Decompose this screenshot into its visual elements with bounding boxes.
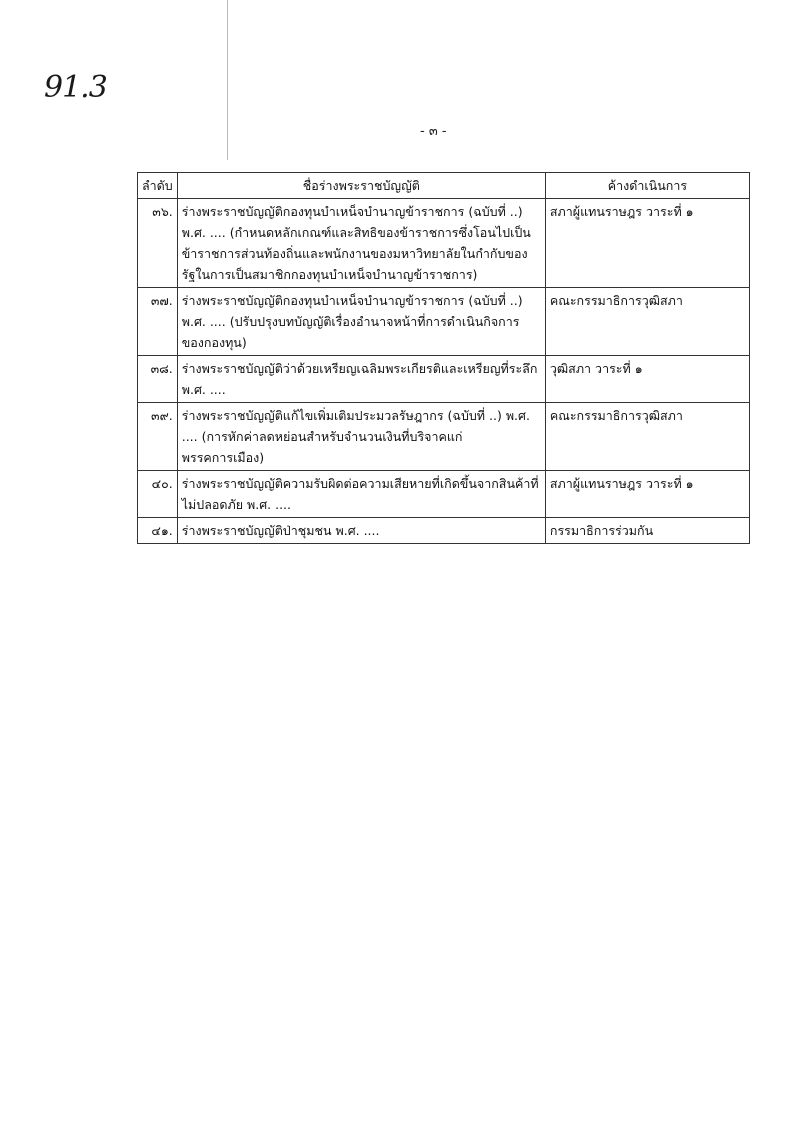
- table-row: [138, 288, 750, 356]
- bill-name: ร่างพระราชบัญญัติว่าด้วยเหรียญเฉลิมพระเกียรติและเหรียญที่ระลึก พ.ศ. ....: [177, 356, 545, 403]
- bill-status: กรรมาธิการร่วมกัน: [545, 518, 749, 544]
- scan-edge-line: [227, 0, 228, 160]
- column-header-number: ลำดับ: [138, 173, 178, 199]
- row-number: ๔๐.: [138, 471, 178, 518]
- table-row: [138, 356, 750, 403]
- bill-name: ร่างพระราชบัญญัติป่าชุมชน พ.ศ. ....: [177, 518, 545, 544]
- row-number: ๓๗.: [138, 288, 178, 356]
- page-number: - ๓ -: [420, 124, 447, 139]
- bills-table: [137, 172, 750, 544]
- row-number: ๓๘.: [138, 356, 178, 403]
- bill-name: ร่างพระราชบัญญัติกองทุนบำเหน็จบำนาญข้าราชการ (ฉบับที่ ..) พ.ศ. .... (ปรับปรุงบทบัญญัติเรื่องอำนาจหน้าที่การดำเนินกิจการของกองทุน): [177, 288, 545, 356]
- bill-status: สภาผู้แทนราษฎร วาระที่ ๑: [545, 471, 749, 518]
- bill-status: คณะกรรมาธิการวุฒิสภา: [545, 403, 749, 471]
- table-row: [138, 471, 750, 518]
- row-number: ๔๑.: [138, 518, 178, 544]
- row-number: ๓๙.: [138, 403, 178, 471]
- row-number: ๓๖.: [138, 199, 178, 288]
- column-header-status: ค้างดำเนินการ: [545, 173, 749, 199]
- handwritten-note: 91.3: [44, 70, 107, 105]
- table-row: [138, 403, 750, 471]
- bill-status: คณะกรรมาธิการวุฒิสภา: [545, 288, 749, 356]
- column-header-bill-name: ชื่อร่างพระราชบัญญัติ: [177, 173, 545, 199]
- bill-status: วุฒิสภา วาระที่ ๑: [545, 356, 749, 403]
- bill-status: สภาผู้แทนราษฎร วาระที่ ๑: [545, 199, 749, 288]
- bill-name: ร่างพระราชบัญญัติกองทุนบำเหน็จบำนาญข้าราชการ (ฉบับที่ ..) พ.ศ. .... (กำหนดหลักเกณฑ์และสิทธิของข้าราชการซึ่งโอนไปเป็นข้าราชการส่วนท้องถิ่นและพนักงานของมหาวิทยาลัยในกำกับของรัฐในการเป็นสมาชิกกองทุนบำเหน็จบำนาญข้าราชการ): [177, 199, 545, 288]
- table-row: [138, 518, 750, 544]
- bill-name: ร่างพระราชบัญญัติความรับผิดต่อความเสียหายที่เกิดขึ้นจากสินค้าที่ไม่ปลอดภัย พ.ศ. ....: [177, 471, 545, 518]
- table-row: [138, 199, 750, 288]
- bill-name: ร่างพระราชบัญญัติแก้ไขเพิ่มเติมประมวลรัษฎากร (ฉบับที่ ..) พ.ศ. .... (การหักค่าลดหย่อนสำหรับจำนวนเงินที่บริจาคแก่พรรคการเมือง): [177, 403, 545, 471]
- table-header-row: [138, 173, 750, 199]
